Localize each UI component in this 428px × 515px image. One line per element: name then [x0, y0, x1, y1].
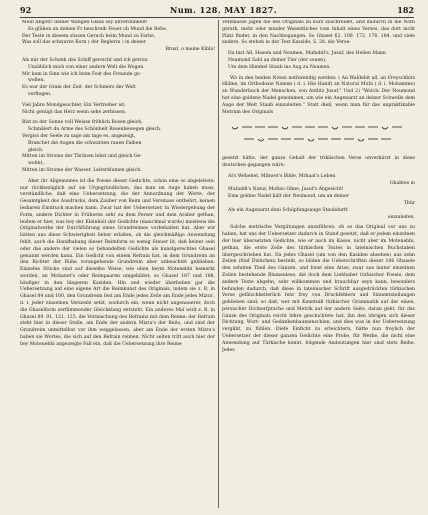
- body-paragraph: Versmasse jagen die des Originals zu kurz zuschreidet, und dadurch in die Noth gerath, mehr oder minder Wesentliches vom Inhalt eines Verses, das dort nicht Platz findet, in den Nachbegangen. So Ghasel 62. 109. 172. 176. 184. und viele andere. So stehen in der Text Kasside, S. 28. die Verse:: [222, 20, 415, 46]
- verse-line: Unzählich mich von einer andern Welt die Wogen.: [28, 64, 145, 70]
- body-paragraph: Solche metrische Vergütungen anzuführen, ob es das Original vor uns zu haben, hat uns der Uebersetzer dadurch in Stand gesetzt, daß er jedem einzelnen der hier übersetzten Gedichte, wie er auch im Kasse, nicht aber im Motenebbi, gethan, die erste Zeile des türkischen Textes in lateinischen Buchstaben übergeschrieben hat. Da jedes Ghasel (um von den Kasiden absehen) aus zehn Zeilen (fünf Distichen) besteht, so bilden die Ueberschriften dieser 106 Ghasele den zehnten Theil des Ganzen, und fonst eine Arise, zwar aus lauter einzelnen Zeilen bestehende Blumenlese, die doch dem Liebhaber türkischer Poesie, dem andere Texte abgehn, sehr willkommen und brauchbar seyn kann, besonders befunden dadurch, daß diese in lateinischer Schrift ausgedrückten türkischen Verse gefälschkeiterlich fehr frey von Druckfehlern und Sinnentstellungen geblieben sind; so daß, wer mit Kenntniß türkischer Grammatik auf der einen, persischer Dichterfprache und Metrik auf der andern Seite, daran geht, für das Ganze des Originals reicht fehre geschichtete hat, ihn den übrigen sich dieser Dichtung, Wort- und Gedankenbaumenschlen, und dies was in der Uebersetzung vergliht, zu fühlen. Diefe Einficht zu erleichtern, hätte nun freylich der Uebersetzer der dieser ganzen Gedichte eine Probe, für Werke, die nicht eine Anwendung auf Türkische kennt, folgende Andeutungen hier sind stets Reihe. Jedes: [222, 225, 415, 353]
- column-divider: [218, 20, 219, 508]
- verse-line: Schmälert du Arme des Schönheit Rosenbewegen gleich.: [28, 127, 162, 133]
- issue-title: Num. 128. MAY 1827.: [170, 5, 278, 15]
- short-syllable-mark: [358, 139, 364, 141]
- verse-line: Mitten im Strome der Thränen lebst und gleich Ge-: [22, 154, 142, 160]
- verse-line: Mein Abgott! deiner Wangen Glanz sey unverdunkelt!: [22, 20, 148, 25]
- verse-line: Nicht genügt das Herz wenn sehe zerbissen.: [22, 109, 127, 115]
- verse-line: Mitten im Strome der Wasser, Leiterblumen gleich.: [22, 167, 142, 173]
- quote-line: Da bist All, Hasem und Neamen, Mufaddl's, Jusuf, des Heilen Mann.: [228, 51, 388, 57]
- quote-line: Um dem Himmel Staub ins Aug zu Neamen.: [228, 64, 331, 70]
- left-column: [20, 20, 215, 510]
- quote-line: Als ein Augenarzt deni Schöpfungsauge Staubdurft: [228, 207, 348, 213]
- short-syllable-mark: [382, 127, 388, 129]
- verse-line: verflogen.: [28, 91, 52, 97]
- verse-line: Vergiss der Seele zu sage am tage es, angezeigt,: [22, 133, 136, 139]
- quote-line: Al's Webehet, Mibwet's Bilde, Mrbaat's Leben: [228, 173, 336, 179]
- verse-line: Branchet die Augen die schwarzen rauen Falben: [28, 140, 142, 146]
- verse-line: Der Teste in diesem süssen Geruch beim Mund zu Farbe,: [22, 33, 156, 39]
- body-paragraph: gesetzt hätte, der ganze Gehalt der trikiischen Verse unverkürzt in diese deutschen gegangen wäre:: [222, 156, 415, 168]
- verse-line: wohnt,: [28, 161, 44, 167]
- short-syllable-mark: [258, 139, 264, 141]
- verse-line: wollen,: [28, 78, 45, 84]
- verse-line: Mir kam in Sinn wie ich beim Fest des Freunde go-: [22, 71, 142, 77]
- short-syllable-mark: [308, 139, 314, 141]
- quote-line: Mufaddl's Natur, Mofino Ohne, Jusuf's Angesicht!: [228, 187, 344, 193]
- quote-line: einzuleiten.: [387, 214, 415, 220]
- page-number-right: 182: [397, 5, 414, 15]
- quote-line: Thür: [403, 200, 415, 206]
- body-paragraph: Wo in den beiden Noten nothwendig werden: ( An Waldebit all, an Freyschbitz Hläme, im Orthodoxie Namen ( d. i. Hie Hanif) an Natural Mufa ( d. i. Mohamme) an Wunderbuch der Menschen, von Antlitz Jusuf." Und 2) "Wolch: Der Neumond hat eine goldene Nadel genommen, um wie ein Augenarzt an deiner Schwelle dem Auge der Welt Staub einzuleiten." Statt dieß, wenn man für das unpraktikable Metrum des Originals: [222, 75, 415, 115]
- page-header: [20, 4, 414, 18]
- quote-line: Ghabtes in: [389, 180, 415, 186]
- verse-line: Viel Jahre Mondgesichter, Ein Vertreiber ist;: [22, 102, 126, 108]
- short-syllable-mark: [232, 127, 238, 129]
- page-number-left: 92: [20, 5, 32, 15]
- verse-line: gleich.: [28, 147, 44, 153]
- verse-line: Bist zu der Sonne voll Weisse fröhlich Rosen gleich,: [22, 120, 143, 126]
- verse-line: Brust, o meine Kibla!: [165, 47, 215, 53]
- quote-line: Neamond Sahl an deiner Tier (der souen),: [228, 57, 327, 63]
- verse-line: Es war der Gram der Zeit, der Schmerz der Welt: [22, 85, 136, 91]
- quote-line: Eine goldne Nadel hält der Neumond, um an deiner: [228, 194, 349, 200]
- metrical-scheme-diagram: [222, 119, 415, 149]
- short-syllable-mark: [282, 127, 288, 129]
- body-paragraph: Aber ihr Allgemeines ist die Poesie dieser Gedichte, schon eine so abgeleitete, nur rückbezüglich auf sie Urgegründlichen, das man im Auge haben muss, verständliche, daß eine Uebersetzung, die der Annordnung der Worte, der Gesamtgkeit des Ausdrucks, dem Zauber von Reim und Versmass entbehrt, keinen lesbaren Eindruck machen kann. Zwar hat der Uebersetzer, in Wiedergebung der Form, andere Dichter in Früheren sehr zu dem Perser und dem Araber gethan, leidem er hier, was bey der Kleinheit der Gedichte (manchmal wurde) meistens die Originalwerke der Durchführung eines Grundreimes vorbehalten hat. Aber wir hätten uns diese Schwierigkeit lieber erlaßen, ob die gleichmäßige Anwendung fehlt, auch die Handhabung dieser Reimform so wenig Steuer lit, daß keiner sein oder das andere der vielen so behandelten Gedichte als kunstgerechtes Ghasel genannt werden kann. Ein Gedicht von einem Refrain hat, in dem Grundreim an den Richter der Ruhe vorangehende Grundreim aber unbeachtet geblieben. Einzelne Stücke sind auf dieselbe Weise, wie oben beym Motenebbi bemerkt worden, an Mohanet's oder Reimpaaren umgebildet; so Ghasel 187 und 188, häufiger in den längeren Kasiden. Hin und wieder überheben gar die Uebersetzung auf eine eigene Art die Reimkunst des Originals, indem sie z. B. in Ghasel 84 und 100, den Grundreim fest am Ende jedes Zeile am Ende jedes Mizra', d. i. jeder einzelnen Verszeile setzt, wodurch ein, wenn nicht ungenauerer, doch die Ghaselform zerflimmender Gleichklang entsteht. Ein anderes Mal wird z. B. in Ghasel 89. 91. 121. 125. die Vermischung des Refrains mit dem Reime: der Refrain steht hier in dieser Stelle, am Ende der andern Mizra's der Beits, und sind der Grundreim unmittelbar vor ihm weggelassen, aber am Ende der ersten Mizra's haben sie Wortes, die sich auf den Refrain reimen. Nicht selten tritt auch hier der bey Motenebbi angezeigte Fall ein, daß die Uebersetzung ihre Reime: [20, 178, 215, 347]
- short-syllable-mark: [332, 127, 338, 129]
- verse-line: Es glühen an deinen Fr beschreib Feuer ob Mund die Rehe.: [28, 26, 168, 32]
- verse-line: Was soll das schwarze Korn ( der Beglerin ) in deiner: [22, 40, 146, 46]
- verse-line: Als mir der Schenk das Schiff gereicht und ich getrun: [22, 57, 148, 63]
- right-column: [222, 20, 415, 510]
